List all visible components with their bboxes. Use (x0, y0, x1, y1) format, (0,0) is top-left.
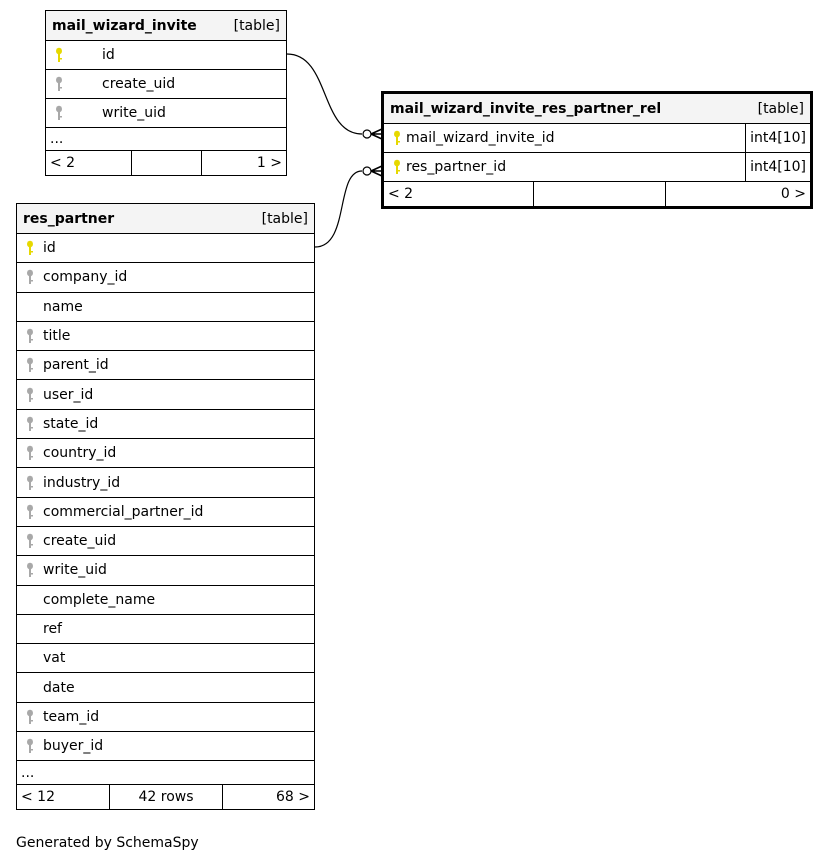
footer-children-count: 1 > (256, 155, 282, 171)
column-name: create_uid (102, 76, 176, 92)
column-name: team_id (43, 708, 100, 725)
table-mail-wizard-invite[interactable] (45, 10, 287, 176)
column-row[interactable] (17, 293, 314, 322)
column-row[interactable] (17, 732, 314, 761)
foreign-key-icon (21, 445, 39, 461)
column-row[interactable] (17, 673, 314, 702)
footer-children-count: 68 > (276, 789, 310, 806)
column-name: commercial_partner_id (43, 503, 204, 520)
column-name: id (43, 240, 56, 257)
column-row[interactable] (17, 615, 314, 644)
more-columns-ellipsis: ... (17, 761, 314, 785)
foreign-key-icon (21, 357, 39, 373)
column-row[interactable] (384, 124, 810, 153)
column-row[interactable] (46, 99, 286, 128)
column-name: industry_id (43, 474, 121, 491)
column-name: write_uid (102, 105, 166, 121)
column-row[interactable] (17, 556, 314, 585)
column-name: mail_wizard_invite_id (406, 130, 555, 146)
table-footer (46, 151, 286, 175)
primary-key-icon (50, 47, 68, 63)
column-name: vat (43, 650, 66, 667)
foreign-key-icon (21, 328, 39, 344)
foreign-key-icon (21, 269, 39, 285)
foreign-key-icon (21, 387, 39, 403)
foreign-key-icon (21, 533, 39, 549)
footer-parents-count: < 12 (17, 785, 110, 809)
column-row[interactable] (17, 703, 314, 732)
column-row[interactable] (17, 234, 314, 263)
column-name: company_id (43, 269, 128, 286)
table-name: mail_wizard_invite_res_partner_rel (390, 100, 662, 117)
column-row[interactable] (17, 468, 314, 497)
foreign-key-icon (21, 562, 39, 578)
column-name: date (43, 679, 75, 696)
footer-children-count: 0 > (780, 186, 806, 202)
column-row[interactable] (17, 322, 314, 351)
column-name: buyer_id (43, 738, 104, 755)
column-name: create_uid (43, 533, 117, 550)
column-name: parent_id (43, 357, 109, 374)
footer-row-count (132, 151, 202, 175)
foreign-key-icon (21, 709, 39, 725)
table-name: res_partner (23, 210, 115, 227)
column-type: int4[10] (745, 124, 810, 152)
column-name: title (43, 328, 71, 345)
column-type: int4[10] (745, 153, 810, 181)
table-header (384, 94, 810, 124)
column-row[interactable] (17, 644, 314, 673)
foreign-key-icon (21, 504, 39, 520)
footer-parents-count: < 2 (384, 182, 534, 206)
edge-invite-optional-marker (363, 130, 371, 138)
table-name: mail_wizard_invite (52, 17, 197, 34)
column-name: state_id (43, 415, 99, 432)
table-footer (17, 785, 314, 809)
table-kind: [table] (233, 17, 280, 34)
foreign-key-icon (21, 475, 39, 491)
column-row[interactable] (17, 527, 314, 556)
column-name: ref (43, 621, 62, 637)
column-row[interactable] (17, 439, 314, 468)
table-header (17, 204, 314, 234)
foreign-key-icon (50, 105, 68, 121)
edge-partner-to-rel (315, 171, 362, 247)
edge-invite-to-rel (287, 54, 362, 134)
column-name: res_partner_id (406, 159, 507, 175)
generated-by-credit: Generated by SchemaSpy (16, 835, 199, 851)
column-name: country_id (43, 445, 117, 462)
column-row[interactable] (17, 498, 314, 527)
column-row[interactable] (17, 351, 314, 380)
footer-parents-count: < 2 (46, 151, 132, 175)
footer-row-count (534, 182, 666, 206)
table-footer (384, 182, 810, 206)
column-row[interactable] (384, 153, 810, 182)
column-name: write_uid (43, 562, 107, 579)
column-row[interactable] (17, 586, 314, 615)
column-name: user_id (43, 386, 94, 403)
column-name: name (43, 298, 83, 315)
primary-key-icon (388, 159, 406, 175)
table-kind: [table] (757, 100, 804, 117)
column-row[interactable] (46, 41, 286, 70)
primary-key-icon (388, 130, 406, 146)
foreign-key-icon (50, 76, 68, 92)
edge-partner-optional-marker (363, 167, 371, 175)
column-name: complete_name (43, 591, 156, 608)
column-row[interactable] (17, 410, 314, 439)
table-mail-wizard-invite-res-partner-rel[interactable] (381, 91, 813, 209)
footer-row-count: 42 rows (110, 785, 223, 809)
table-kind: [table] (261, 210, 308, 227)
table-res-partner[interactable] (16, 203, 315, 810)
more-columns-ellipsis: ... (46, 128, 286, 151)
column-row[interactable] (17, 380, 314, 409)
column-row[interactable] (17, 263, 314, 292)
column-name: id (102, 47, 115, 63)
foreign-key-icon (21, 738, 39, 754)
primary-key-icon (21, 240, 39, 256)
foreign-key-icon (21, 416, 39, 432)
column-row[interactable] (46, 70, 286, 99)
table-header (46, 11, 286, 41)
